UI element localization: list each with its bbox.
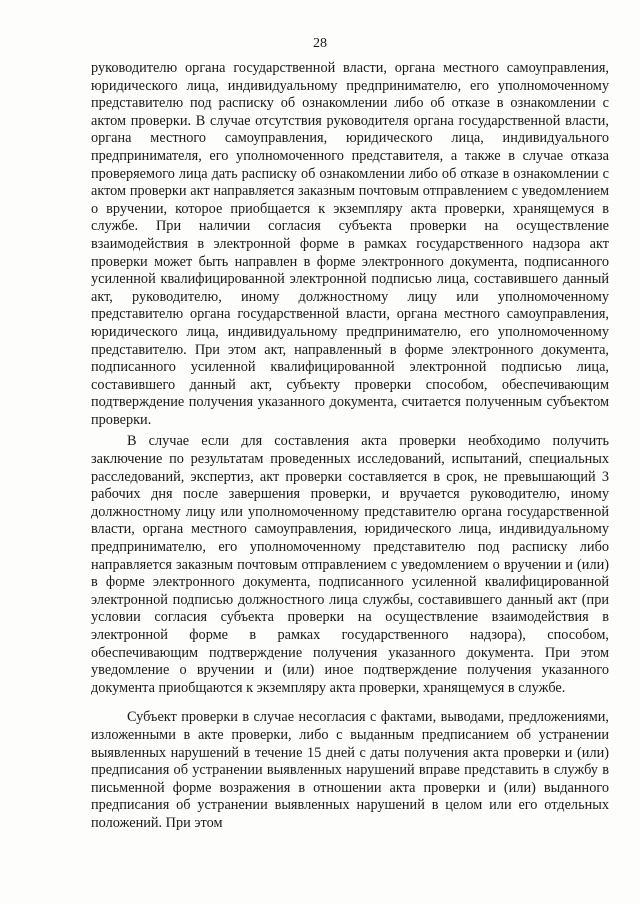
paragraph-objections: Субъект проверки в случае несогласия с фактами, выводами, предложениями, изложенными в акте проверки, либо с выданным предписанием об устранении выявленных нарушений в течение 15 дней с даты получения акта проверки и (или) предписания об устранении выявленных нарушений вправе представить в службу в письменной форме возражения в отношении акта проверки и (или) выданного предписания об устранении выявленных нарушений в целом или его отдельных положений. При этом [91, 709, 609, 831]
page-number: 28 [313, 36, 327, 51]
document-body [91, 60, 609, 833]
paragraph-continuation: руководителю органа государственной власти, органа местного самоуправления, юридического лица, индивидуальному предпринимателю, его уполномоченному представителю под расписку об ознакомлении либо об отказе в ознакомлении с актом проверки. В случае отсутствия руководителя органа государственной власти, органа местного самоуправления, юридического лица, индивидуального предпринимателя, его уполномоченного представителя, а также в случае отказа проверяемого лица дать расписку об ознакомлении либо об отказе в ознакомлении с актом проверки акт направляется заказным почтовым отправлением с уведомлением о вручении, которое приобщается к экземпляру акта проверки, хранящемуся в службе. При наличии согласия субъекта проверки на осуществление взаимодействия в электронной форме в рамках государственного надзора акт проверки может быть направлен в форме электронного документа, подписанного усиленной квалифицированной электронной подписью лица, составившего данный акт, руководителю, иному должностному лицу или уполномоченному представителю органа государственной власти, органа местного самоуправления, юридического лица, индивидуальному предпринимателю, его уполномоченному представителю. При этом акт, направленный в форме электронного документа, подписанного усиленной квалифицированной электронной подписью лица, составившего данный акт, субъекту проверки способом, обеспечивающим подтверждение получения указанного документа, считается полученным субъектом проверки. [91, 60, 609, 428]
paragraph-inspection-act-conclusion: В случае если для составления акта проверки необходимо получить заключение по результатам проведенных исследований, испытаний, специальных расследований, экспертиз, акт проверки составляется в срок, не превышающий 3 рабочих дня после завершения проверки, и вручается руководителю, иному должностному лицу или уполномоченному представителю органа государственной власти, органа местного самоуправления, юридического лица, индивидуальному предпринимателю, его уполномоченному представителю под расписку либо направляется заказным почтовым отправлением с уведомлением о вручении и (или) в форме электронного документа, подписанного усиленной квалифицированной электронной подписью должностного лица службы, составившего данный акт (при условии согласия субъекта проверки на осуществление взаимодействия в электронной форме в рамках государственного надзора), способом, обеспечивающим подтверждение получения указанного документа. При этом уведомление о вручении и (или) иное подтверждение получения указанного документа приобщаются к экземпляру акта проверки, хранящемуся в службе. [91, 433, 609, 696]
